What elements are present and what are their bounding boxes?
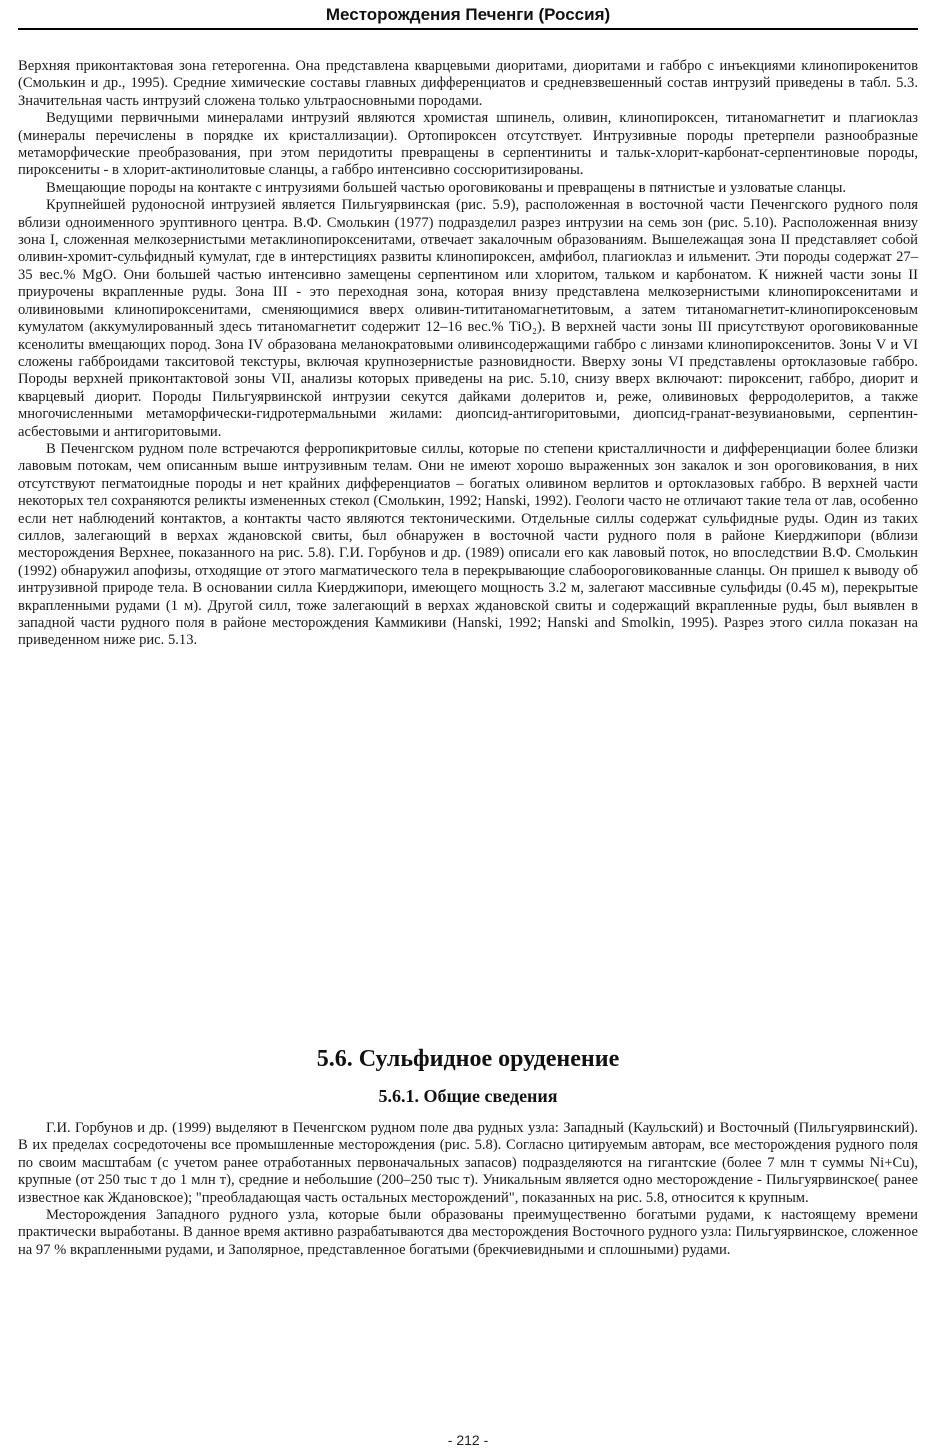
running-header: Месторождения Печенги (Россия) <box>18 2 918 30</box>
body-text-block <box>18 58 918 650</box>
section-body-text <box>18 1120 918 1259</box>
section-heading: 5.6. Сульфидное оруденение <box>316 1046 620 1072</box>
paragraph: Ведущими первичными минералами интрузий являются хромистая шпинель, оливин, клинопироксен, титаномагнетит и плагиоклаз (минералы перечислены в порядке их кристаллизации). Ортопироксен отсутствует. Интрузивные породы претерпели разнообразные метаморфические преобразования, при этом перидотиты превращены в серпентиниты и тальк-хлорит-карбонат-серпентиновые породы, пироксениты - в хлорит-актинолитовые сланцы, а габбро интенсивно соссюритизированы. <box>18 110 918 179</box>
paragraph: Г.И. Горбунов и др. (1999) выделяют в Печенгском рудном поле два рудных узла: Западный (Каульский) и Восточный (Пильгуярвинский). В их пределах сосредоточены все промышленные месторождения (рис. 5.8). Согласно цитируемым авторам, все месторождения рудного поля по своим масштабам (с учетом ранее отработанных первоначальных запасов) подразделяются на гигантские (более 7 млн т суммы Ni+Cu), крупные (от 250 тыс т до 1 млн т), средние и небольшие (200–250 тыс т). Уникальным является одно месторождение - Пильгуярвинское( ранее известное как Ждановское); "преобладающая часть остальных месторождений", показанных на рис. 5.8, относится к крупным. <box>18 1120 918 1206</box>
paragraph: Месторождения Западного рудного узла, которые были образованы преимущественно богатыми рудами, к настоящему времени практически выработаны. В данное время активно разрабатываются два месторождения Восточного рудного узла: Пильгуярвинское, сложенное на 97 % вкрапленными рудами, и Заполярное, представленное богатыми (брекчиевидными и сплошными) рудами. <box>18 1207 918 1258</box>
subsection-heading: 5.6.1. Общие сведения <box>378 1086 558 1106</box>
page-number: - 212 - <box>447 1432 489 1448</box>
paragraph: Вмещающие породы на контакте с интрузиями большей частью ороговикованы и превращены в пятнистые и узловатые сланцы. <box>46 179 847 196</box>
paragraph: В Печенгском рудном поле встречаются ферропикритовые силлы, которые по степени кристалличности и дифференциации более близки лавовым потокам, чем описанным выше интрузивным телам. Они не имеют хорошо выраженных зон закалок и зон ороговикования, в них отсутствуют пегматоидные породы и нет крайних дифференциатов – богатых оливином верлитов и ортоклазовых габбро. В верхней части некоторых тел сохраняются реликты измененных стекол (Смолькин, 1992; Hanski, 1992). Геологи часто не отличают такие тела от лав, особенно если нет наблюдений контактов, а контакты часто являются тектоническими. Отдельные силлы содержат сульфидные руды. Один из таких силлов, залегающий в верхах ждановской свиты, был обнаружен в восточной части рудного поля в районе Киерджипори (вблизи месторождения Верхнее, показанного на рис. 5.8). Г.И. Горбунов и др. (1989) описали его как лавовый поток, но впоследствии В.Ф. Смолькин (1992) обнаружил апофизы, отходящие от этого магматического тела в перекрывающие слабоороговикованные сланцы. Он пришел к выводу об интрузивной природе тела. В основании силла Киерджипори, имеющего мощность 3.2 м, залегают массивные сульфиды (0.45 м), перекрытые вкрапленными рудами (1 м). Другой силл, тоже залегающий в верхах ждановской свиты и содержащий вкрапленные руды, был выявлен в западной части рудного поля в районе месторождения Каммикиви (Hanski, 1992; Hanski and Smolkin, 1995). Разрез этого силла показан на приведенном ниже рис. 5.13. <box>18 440 918 649</box>
paragraph: Крупнейшей рудоносной интрузией является Пильгуярвинская (рис. 5.9), расположенная в восточной части Печенгского рудного поля вблизи одноименного эруптивного центра. В.Ф. Смолькин (1977) подразделил разрез интрузии на семь зон (рис. 5.10). Расположенная внизу зона I, сложенная мелкозернистыми метаклинопироксенитами, отвечает закалочным образованиям. Вышележащая зона II представляет собой оливин-хромит-сульфидный кумулат, где в интерстициях развиты клинопироксен, амфибол, плагиоклаз и ильменит. Эти породы содержат 27–35 вес.% MgO. Они большей частью интенсивно замещены серпентином или хлоритом, тальком и карбонатом. К нижней части зоны II приурочены вкрапленные руды. Зона III - это переходная зона, которая внизу представлена мелкозернистыми клинопироксенитами и оливиновыми клинопироксенитами, сменяющимися вверх оливин-тититаномагнетитовым, а затем титаномагнетит-клинопироксеновым кумулатом (аккумулированный здесь титаномагнетит содержит 12–16 вес.% TiO₂). В верхней части зоны III присутствуют ороговикованные ксенолиты вмещающих пород. Зона IV образована меланократовыми оливинсодержащими габбро с линзами клинопироксенитов. Зоны V и VI сложены габброидами такситовой текстуры, включая крупнозернистые разновидности. Вверху зоны VI представлены ортоклазовые габбро. Породы верхней приконтактовой зоны VII, анализы которых приведены на рис. 5.10, снизу вверх включают: пироксенит, габбро, диорит и кварцевый диорит. Породы Пильгуярвинской интрузии секутся дайками долеритов и, реже, оливиновых ферродолеритов, а также многочисленными метаморфически-гидротермальными жилами: диопсид-антигоритовыми, диопсид-гранат-везувиановыми, серпентин-асбестовыми и антигоритовыми. <box>18 197 918 440</box>
paragraph: Верхняя приконтактовая зона гетерогенна. Она представлена кварцевыми диоритами, диоритами и габбро с инъекциями клинопирокенитов (Смолькин и др., 1995). Средние химические составы главных дифференциатов и средневзвешенный состав интрузий приведены в табл. 5.3. Значительная часть интрузий сложена только ультраосновными породами. <box>18 58 918 109</box>
